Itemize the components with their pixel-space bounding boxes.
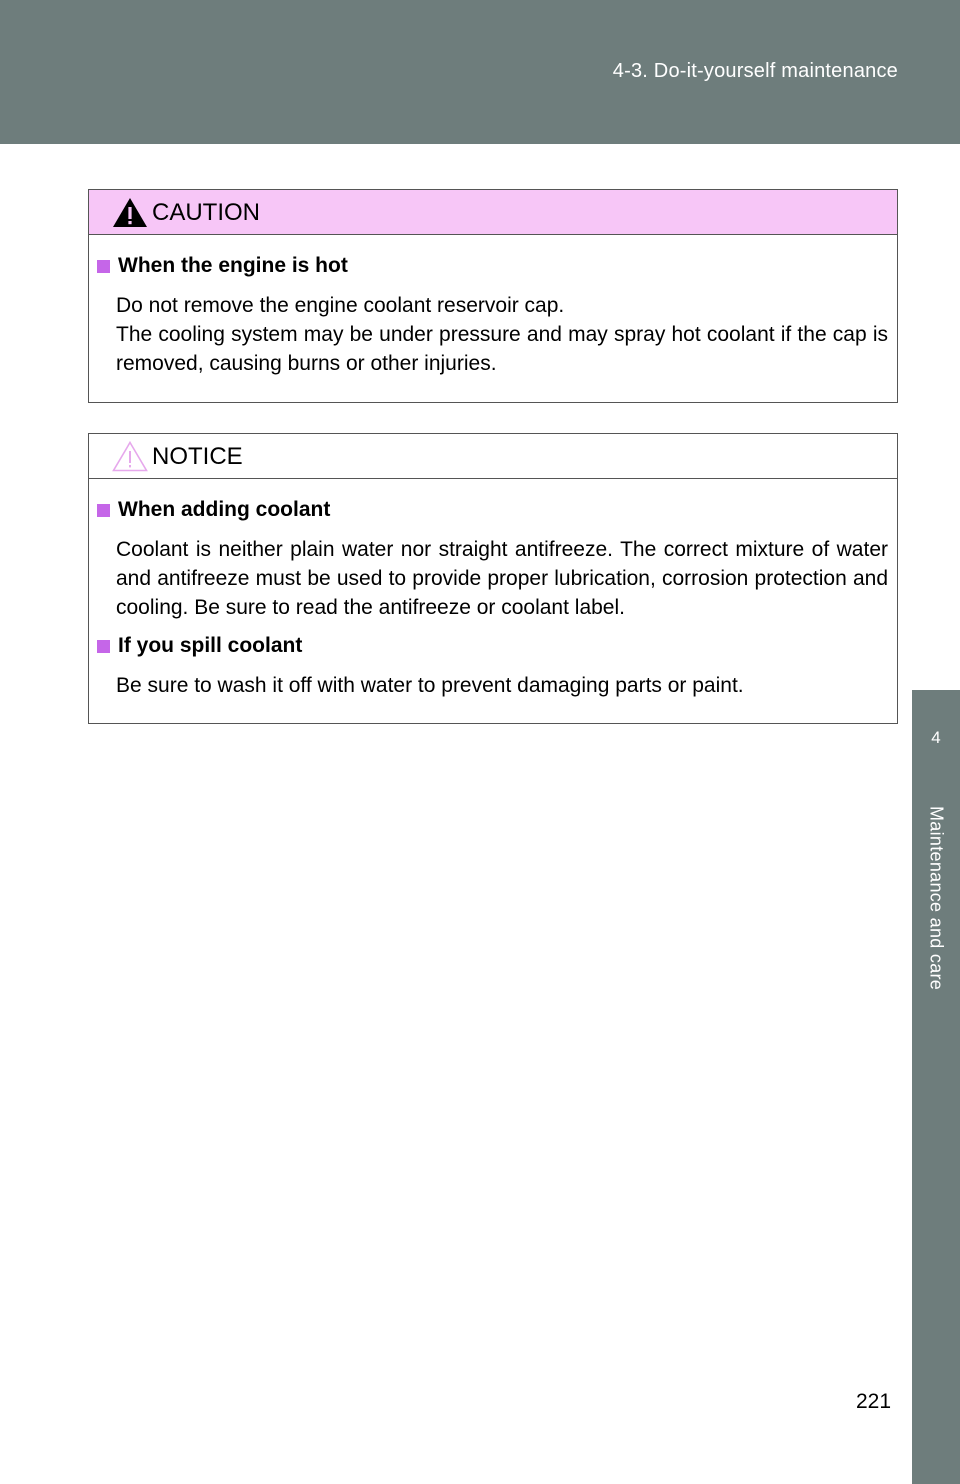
page-number: 221: [856, 1390, 892, 1413]
bullet-square-icon: [97, 640, 110, 653]
section-title: 4-3. Do-it-yourself maintenance: [612, 60, 898, 82]
caution-item-text: [116, 291, 888, 378]
bullet-square-icon: [97, 260, 110, 273]
notice-title: NOTICE: [152, 443, 243, 470]
caution-header: [89, 190, 897, 235]
chapter-number: 4: [931, 728, 941, 747]
notice-header: [89, 434, 897, 479]
page-header: [0, 0, 960, 144]
chapter-title: Maintenance and care: [926, 806, 947, 991]
notice-item-heading-text-1: When adding coolant: [118, 498, 331, 521]
notice-warning-icon: [111, 440, 149, 473]
warning-icon: [111, 196, 149, 229]
notice-box: [88, 433, 898, 724]
notice-item-heading-2: [97, 634, 302, 658]
caution-item-line-1: Do not remove the engine coolant reservoir cap.: [116, 294, 565, 317]
caution-box: [88, 189, 898, 403]
notice-item-heading-text-2: If you spill coolant: [118, 634, 303, 657]
caution-item-heading: [97, 254, 348, 278]
notice-item-text-1: Coolant is neither plain water nor straight antifreeze. The correct mixture of water and antifreeze must be used to provide proper lubrication, corrosion protection and cooling. Be sure to read the antifreeze or coolant label.: [116, 538, 888, 619]
notice-item-heading-1: [97, 498, 330, 522]
caution-title: CAUTION: [152, 199, 260, 226]
notice-item-text-2: Be sure to wash it off with water to prevent damaging parts or paint.: [116, 674, 744, 697]
chapter-tab: [912, 690, 960, 794]
caution-item-line-2: The cooling system may be under pressure and may spray hot coolant if the cap is removed, causing burns or other injuries.: [116, 323, 888, 375]
bullet-square-icon: [97, 504, 110, 517]
caution-item-heading-text: When the engine is hot: [118, 254, 348, 277]
